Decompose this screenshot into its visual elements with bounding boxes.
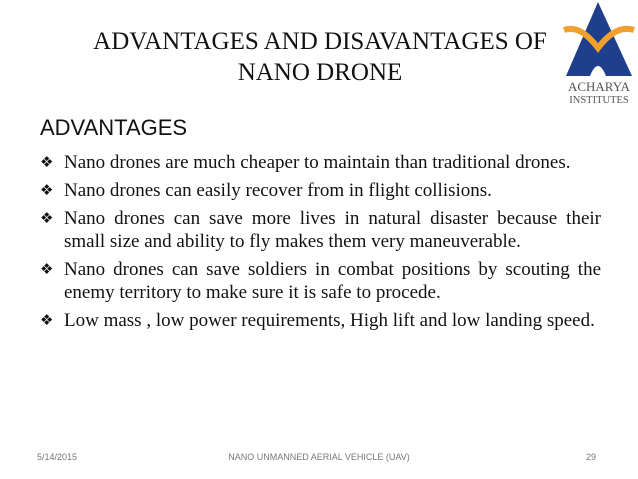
page-number: 29: [586, 452, 597, 462]
list-item: ❖ Nano drones are much cheaper to maintain than traditional drones.: [40, 152, 571, 173]
diamond-bullet-icon: ❖: [40, 181, 54, 199]
acharya-logo: [560, 0, 638, 108]
list-item: ❖ Nano drones can easily recover from in flight collisions.: [40, 180, 492, 201]
diamond-bullet-icon: ❖: [40, 260, 54, 278]
list-item: ❖ Low mass , low power requirements, High lift and low landing speed.: [40, 310, 595, 331]
footer-date: 5/14/2015: [37, 452, 78, 462]
diamond-bullet-icon: ❖: [40, 209, 54, 227]
section-heading: ADVANTAGES: [40, 115, 188, 140]
slide-title: [40, 26, 600, 88]
footer-title: NANO UNMANNED AERIAL VEHICLE (UAV): [228, 452, 410, 462]
title-line-2: NANO DRONE: [237, 59, 403, 86]
bullet-list: [40, 151, 601, 337]
list-item: ❖ Nano drones can save soldiers in combat positions by scouting the enemy territory to make sure it is safe to procede.: [40, 259, 601, 303]
svg-text:INSTITUTES: INSTITUTES: [569, 95, 629, 106]
svg-text:ACHARYA: ACHARYA: [567, 79, 631, 94]
list-item: ❖ Nano drones can save more lives in natural disaster because their small size and ability to fly makes them very maneuverable.: [40, 208, 601, 252]
diamond-bullet-icon: ❖: [40, 311, 54, 329]
diamond-bullet-icon: ❖: [40, 153, 54, 171]
title-line-1: ADVANTAGES AND DISAVANTAGES OF: [93, 28, 547, 55]
